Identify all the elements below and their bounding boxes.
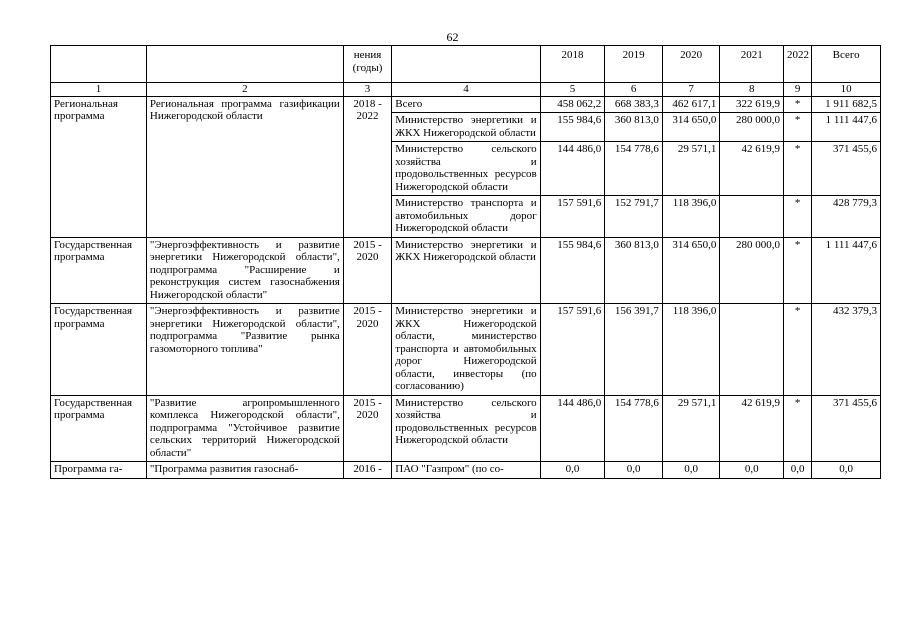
value-2019-cell: 668 383,3 [605, 96, 663, 113]
column-number: 4 [392, 83, 540, 97]
program-type-cell: Государственная программа [51, 237, 147, 304]
value-2020-cell: 29 571,1 [662, 395, 720, 462]
value-2020-cell: 0,0 [662, 462, 720, 479]
header-cell: Всего [812, 46, 881, 83]
column-number: 1 [51, 83, 147, 97]
executor-cell: ПАО "Газпром" (по со- [392, 462, 540, 479]
table-row [51, 237, 881, 304]
value-2021-cell: 280 000,0 [720, 237, 784, 304]
value-2020-cell: 314 650,0 [662, 237, 720, 304]
executor-cell: Министерство транспорта и автомобильных дорог Нижегородской области [392, 196, 540, 238]
value-2020-cell: 118 396,0 [662, 304, 720, 396]
value-2018-cell: 157 591,6 [540, 196, 605, 238]
program-years-cell: 2018 - 2022 [343, 96, 391, 237]
header-cell: 2022 [784, 46, 812, 83]
program-type-cell: Государственная программа [51, 304, 147, 396]
program-years-cell: 2015 - 2020 [343, 237, 391, 304]
value-2021-cell: 42 619,9 [720, 142, 784, 196]
value-2021-cell: 322 619,9 [720, 96, 784, 113]
header-cell [51, 46, 147, 83]
value-2018-cell: 155 984,6 [540, 237, 605, 304]
value-2022-cell: * [784, 237, 812, 304]
programs-table [50, 45, 881, 479]
program-years-cell: 2016 - [343, 462, 391, 479]
value-2022-cell: * [784, 113, 812, 142]
value-2022-cell: 0,0 [784, 462, 812, 479]
value-2018-cell: 157 591,6 [540, 304, 605, 396]
value-2019-cell: 360 813,0 [605, 113, 663, 142]
column-number: 8 [720, 83, 784, 97]
program-type-cell: Государственная программа [51, 395, 147, 462]
program-years-cell: 2015 - 2020 [343, 395, 391, 462]
value-2019-cell: 152 791,7 [605, 196, 663, 238]
executor-cell: Министерство энергетики и ЖКХ Нижегородской области [392, 237, 540, 304]
value-2021-cell: 0,0 [720, 462, 784, 479]
column-number: 10 [812, 83, 881, 97]
value-2019-cell: 154 778,6 [605, 395, 663, 462]
header-cell [392, 46, 540, 83]
value-2022-cell: * [784, 96, 812, 113]
value-2022-cell: * [784, 142, 812, 196]
total-cell: 1 111 447,6 [812, 113, 881, 142]
column-number: 9 [784, 83, 812, 97]
value-2022-cell: * [784, 395, 812, 462]
value-2018-cell: 0,0 [540, 462, 605, 479]
program-name-cell: "Программа развития газоснаб- [146, 462, 343, 479]
table-row [51, 96, 881, 113]
value-2022-cell: * [784, 304, 812, 396]
value-2021-cell [720, 304, 784, 396]
value-2020-cell: 29 571,1 [662, 142, 720, 196]
value-2019-cell: 360 813,0 [605, 237, 663, 304]
value-2020-cell: 462 617,1 [662, 96, 720, 113]
page-number: 62 [446, 30, 459, 44]
header-cell: 2018 [540, 46, 605, 83]
value-2018-cell: 144 486,0 [540, 142, 605, 196]
column-number: 5 [540, 83, 605, 97]
value-2019-cell: 154 778,6 [605, 142, 663, 196]
value-2021-cell: 280 000,0 [720, 113, 784, 142]
table-row [51, 395, 881, 462]
total-cell: 1 911 682,5 [812, 96, 881, 113]
program-name-cell: "Энергоэффективность и развитие энергетики Нижегородской области", подпрограмма "Развитие рынка газомоторного топлива" [146, 304, 343, 396]
value-2018-cell: 155 984,6 [540, 113, 605, 142]
total-cell: 432 379,3 [812, 304, 881, 396]
program-years-cell: 2015 - 2020 [343, 304, 391, 396]
total-cell: 1 111 447,6 [812, 237, 881, 304]
value-2021-cell [720, 196, 784, 238]
header-row [51, 46, 881, 83]
program-name-cell: Региональная программа газификации Нижегородской области [146, 96, 343, 237]
value-2021-cell: 42 619,9 [720, 395, 784, 462]
total-cell: 428 779,3 [812, 196, 881, 238]
header-cell: нения (годы) [343, 46, 391, 83]
value-2020-cell: 314 650,0 [662, 113, 720, 142]
program-name-cell: "Развитие агропромышленного комплекса Нижегородской области", подпрограмма "Устойчивое развитие сельских территорий Нижегородской области" [146, 395, 343, 462]
header-cell: 2020 [662, 46, 720, 83]
program-type-cell: Программа га- [51, 462, 147, 479]
column-number: 6 [605, 83, 663, 97]
value-2018-cell: 144 486,0 [540, 395, 605, 462]
column-number: 7 [662, 83, 720, 97]
executor-cell: Министерство энергетики и ЖКХ Нижегородской области, министерство транспорта и автомобильных дорог Нижегородской области, инвесторы (по согласованию) [392, 304, 540, 396]
value-2019-cell: 0,0 [605, 462, 663, 479]
column-number-row [51, 83, 881, 97]
header-cell [146, 46, 343, 83]
value-2018-cell: 458 062,2 [540, 96, 605, 113]
header-cell: 2021 [720, 46, 784, 83]
executor-cell: Министерство сельского хозяйства и продовольственных ресурсов Нижегородской области [392, 142, 540, 196]
value-2019-cell: 156 391,7 [605, 304, 663, 396]
value-2020-cell: 118 396,0 [662, 196, 720, 238]
table-row [51, 304, 881, 396]
header-cell: 2019 [605, 46, 663, 83]
column-number: 3 [343, 83, 391, 97]
executor-cell: Всего [392, 96, 540, 113]
executor-cell: Министерство сельского хозяйства и продовольственных ресурсов Нижегородской области [392, 395, 540, 462]
program-name-cell: "Энергоэффективность и развитие энергетики Нижегородской области", подпрограмма "Расширение и реконструкция систем газоснабжения Нижегородской области" [146, 237, 343, 304]
program-type-cell: Региональная программа [51, 96, 147, 237]
table-row [51, 462, 881, 479]
executor-cell: Министерство энергетики и ЖКХ Нижегородской области [392, 113, 540, 142]
total-cell: 371 455,6 [812, 395, 881, 462]
total-cell: 0,0 [812, 462, 881, 479]
total-cell: 371 455,6 [812, 142, 881, 196]
value-2022-cell: * [784, 196, 812, 238]
column-number: 2 [146, 83, 343, 97]
